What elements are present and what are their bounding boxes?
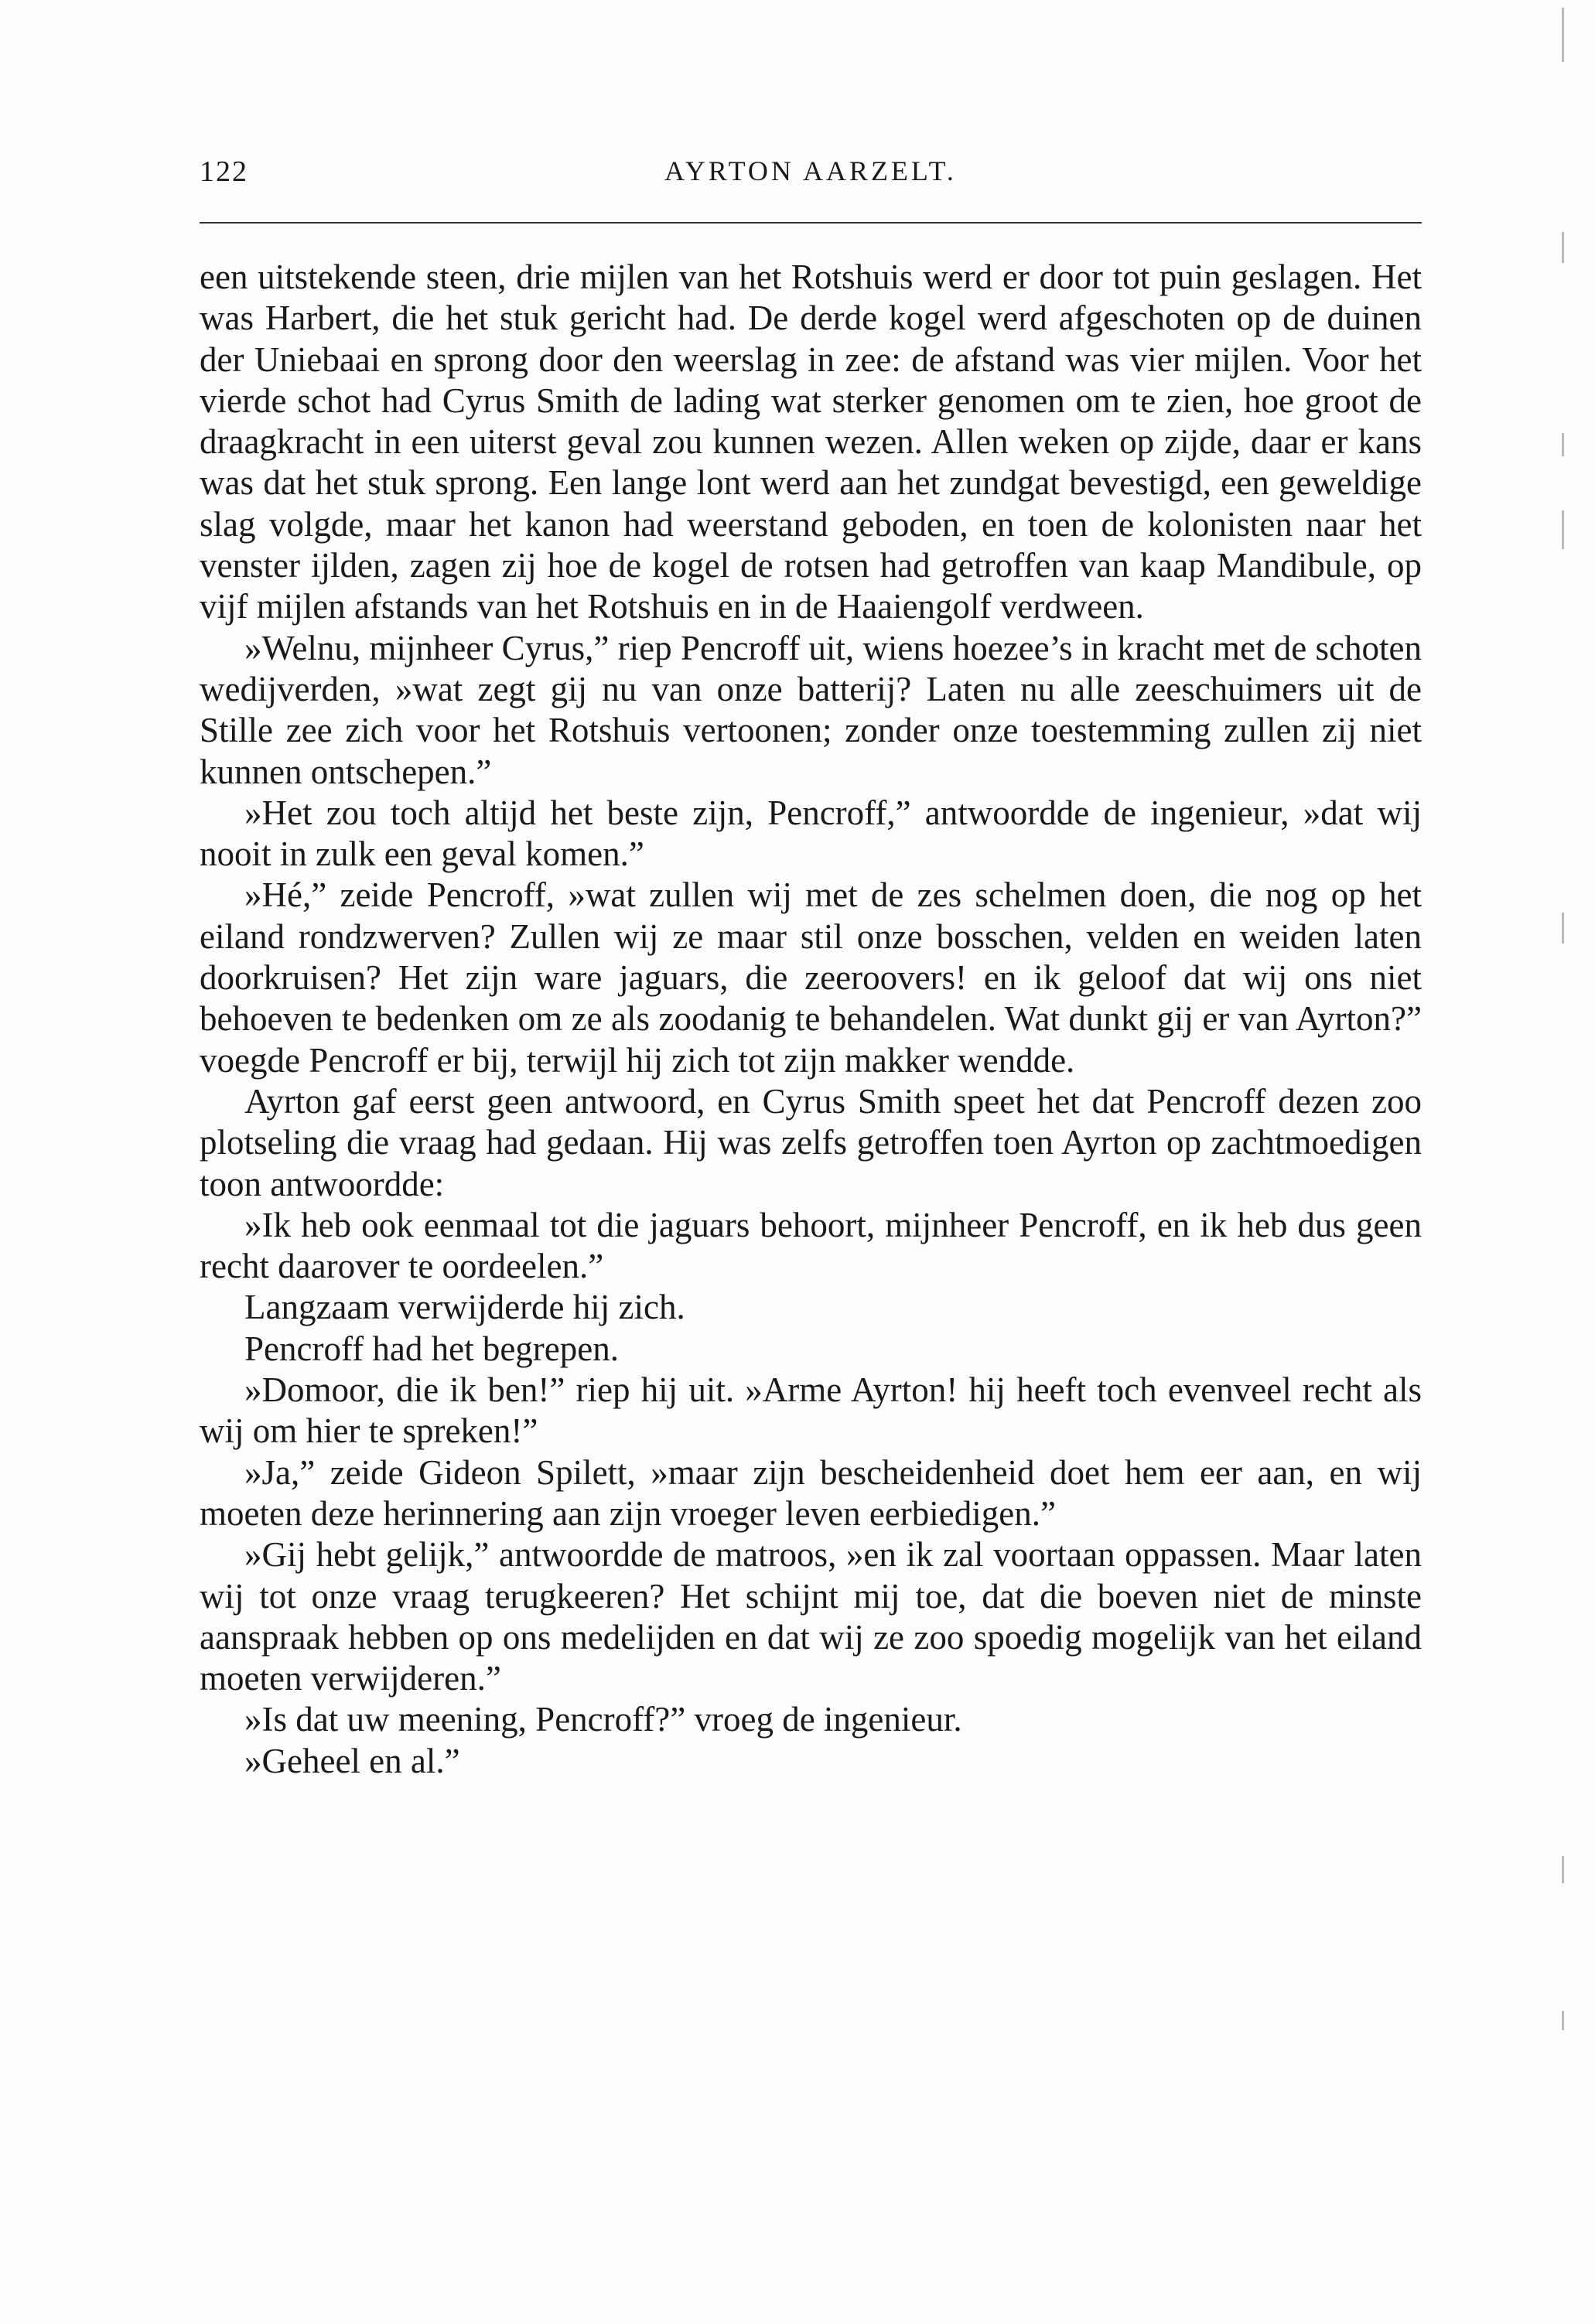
page-edge-marks [1549, 0, 1564, 2324]
page-header [200, 155, 1422, 201]
body-text [200, 257, 1422, 1782]
running-title: AYRTON AARZELT. [664, 155, 957, 186]
paragraph: »Hé,” zeide Pencroff, »wat zullen wij met de zes schelmen doen, die nog op het eiland rondzwerven? Zullen wij ze maar stil onze bosschen, velden en weiden laten doorkruisen? Het zijn ware jaguars, die zeeroovers! en ik geloof dat wij ons niet behoeven te bedenken om ze als zoodanig te behandelen. Wat dunkt gij er van Ayrton?” voegde Pencroff er bij, terwijl hij zich tot zijn makker wendde. [200, 875, 1422, 1080]
paragraph: Pencroff had het begrepen. [244, 1329, 619, 1368]
paragraph: »Ik heb ook eenmaal tot die jaguars behoort, mijnheer Pencroff, en ik heb dus geen recht daarover te oordeelen.” [200, 1205, 1422, 1286]
paragraph: Langzaam verwijderde hij zich. [244, 1288, 685, 1327]
paragraph: »Welnu, mijnheer Cyrus,” riep Pencroff uit, wiens hoezee’s in kracht met de schoten wedijverden, »wat zegt gij nu van onze batterij? Laten nu alle zeeschuimers uit de Stille zee zich voor het Rotshuis vertoonen; zonder onze toestemming zullen zij niet kunnen ontschepen.” [200, 628, 1422, 791]
paragraph: »Het zou toch altijd het beste zijn, Pencroff,” antwoordde de ingenieur, »dat wij nooit in zulk een geval komen.” [200, 793, 1422, 874]
paragraph: »Ja,” zeide Gideon Spilett, »maar zijn bescheidenheid doet hem eer aan, en wij moeten deze herinnering aan zijn vroeger leven eerbiedigen.” [200, 1452, 1422, 1533]
page-number: 122 [200, 155, 248, 188]
paragraph: »Is dat uw meening, Pencroff?” vroeg de ingenieur. [244, 1700, 962, 1739]
paragraph: Ayrton gaf eerst geen antwoord, en Cyrus Smith speet het dat Pencroff dezen zoo plotseling die vraag had gedaan. Hij was zelfs getroffen toen Ayrton op zachtmoedigen toon antwoordde: [200, 1081, 1422, 1203]
paragraph: »Gij hebt gelijk,” antwoordde de matroos, »en ik zal voortaan oppassen. Maar laten wij tot onze vraag terugkeeren? Het schijnt mij toe, dat die boeven niet de minste aanspraak hebben op ons medelijden en dat wij ze zoo spoedig mogelijk van het eiland moeten verwijderen.” [200, 1535, 1422, 1698]
header-rule [200, 222, 1422, 224]
paragraph: »Geheel en al.” [244, 1741, 460, 1780]
paragraph: »Domoor, die ik ben!” riep hij uit. »Arme Ayrton! hij heeft toch evenveel recht als wij om hier te spreken!” [200, 1370, 1422, 1451]
paragraph: een uitstekende steen, drie mijlen van het Rotshuis werd er door tot puin geslagen. Het was Harbert, die het stuk gericht had. De derde kogel werd afgeschoten op de duinen der Uniebaai en sprong door den weerslag in zee: de afstand was vier mijlen. Voor het vierde schot had Cyrus Smith de lading wat sterker genomen om te zien, hoe groot de draagkracht in een uiterst geval zou kunnen wezen. Allen weken op zijde, daar er kans was dat het stuk sprong. Een lange lont werd aan het zundgat bevestigd, een geweldige slag volgde, maar het kanon had weerstand geboden, en toen de kolonisten naar het venster ijlden, zagen zij hoe de kogel de rotsen had getroffen van kaap Mandibule, op vijf mijlen afstands van het Rotshuis en in de Haaiengolf verdween. [200, 258, 1422, 626]
